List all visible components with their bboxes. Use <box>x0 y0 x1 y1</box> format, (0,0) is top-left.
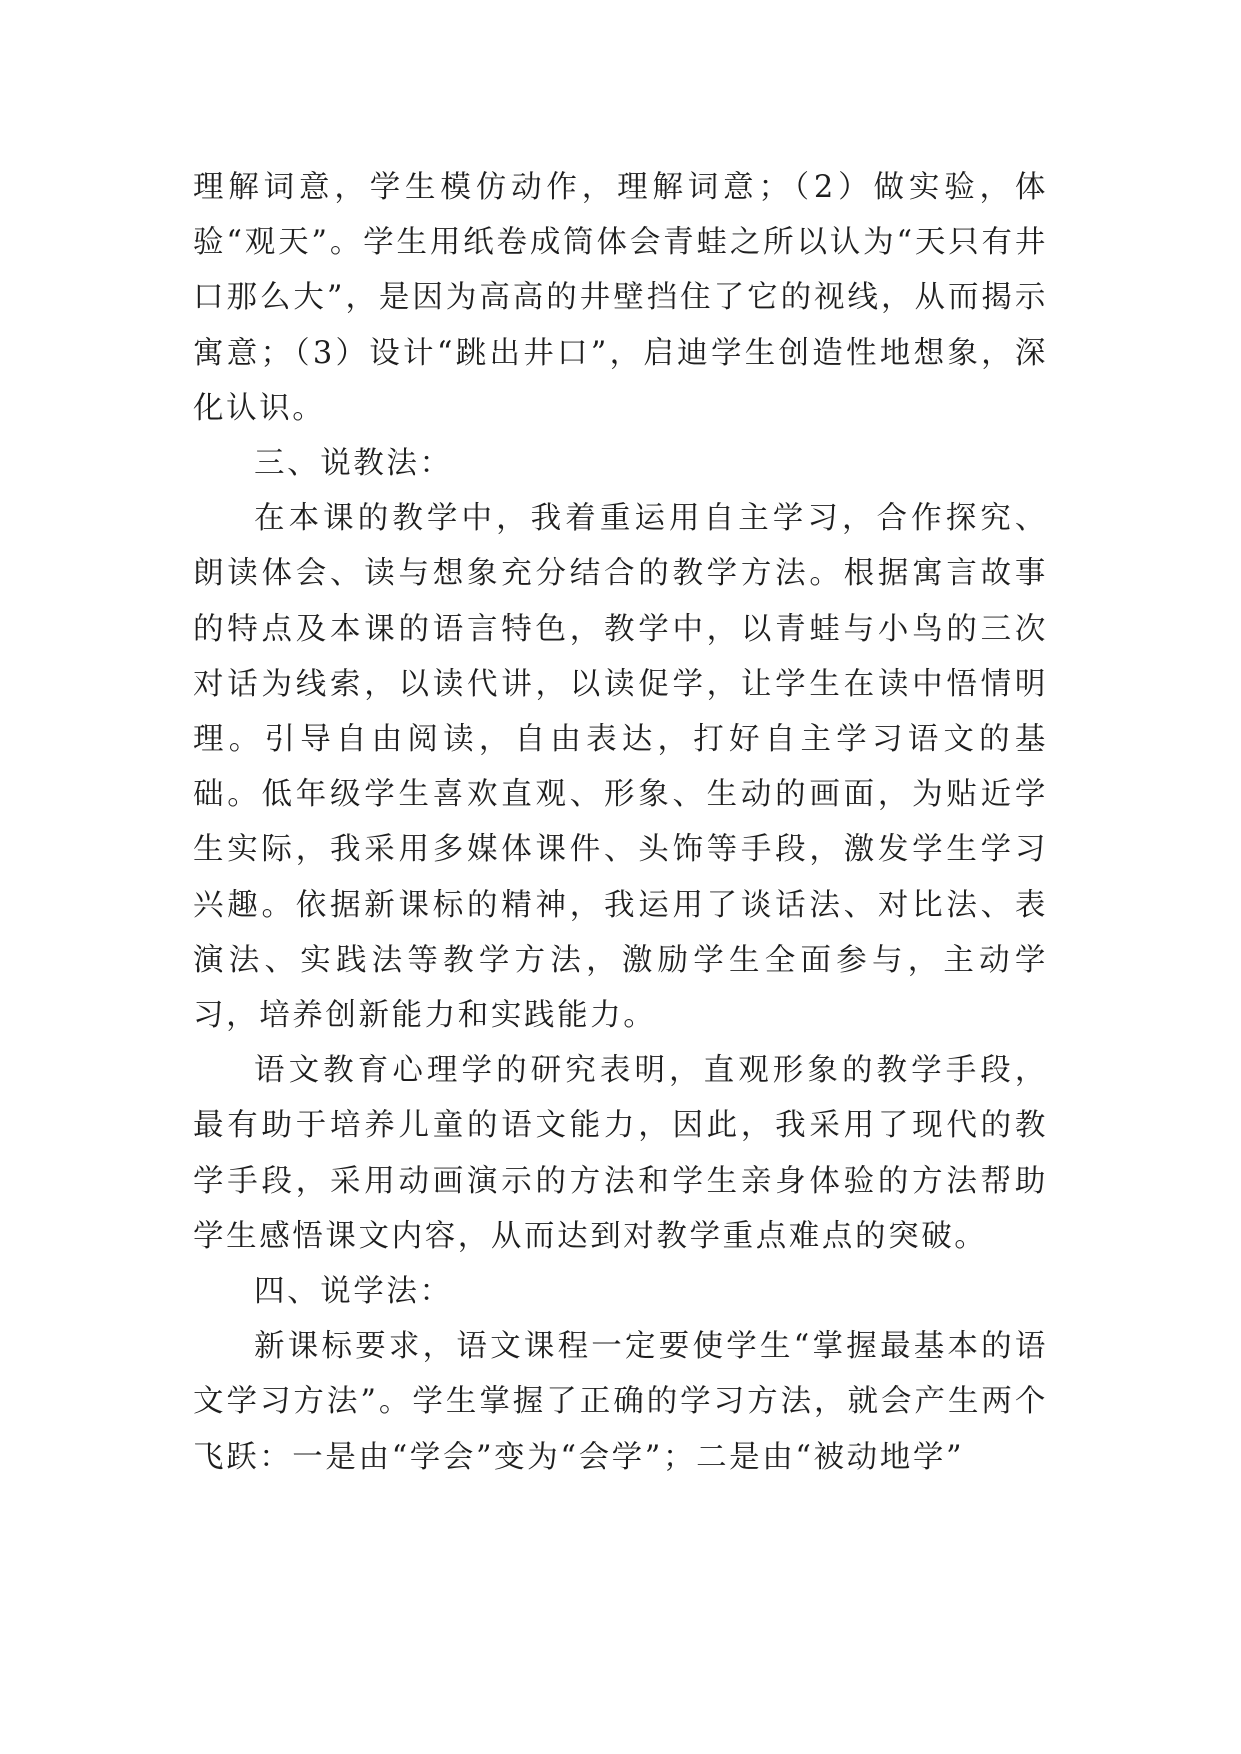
section-heading-teaching-methods: 三、说教法： <box>254 446 453 482</box>
paragraph-continued: 理解词意，学生模仿动作，理解词意；（2）做实验，体验“观天”。学生用纸卷成筒体会青蛙之所以认为“天只有井口那么大”，是因为高高的井壁挡住了它的视线，从而揭示寓意；（3）设计“跳出井口”，启迪学生创造性地想象，深化认识。 <box>193 170 1048 426</box>
paragraph-teaching-methods: 在本课的教学中，我着重运用自主学习，合作探究、朗读体会、读与想象充分结合的教学方法。根据寓言故事的特点及本课的语言特色，教学中，以青蛙与小鸟的三次对话为线索，以读代讲，以读促学，让学生在读中悟情明理。引导自由阅读，自由表达，打好自主学习语文的基础。低年级学生喜欢直观、形象、生动的画面，为贴近学生实际，我采用多媒体课件、头饰等手段，激发学生学习兴趣。依据新课标的精神，我运用了谈话法、对比法、表演法、实践法等教学方法，激励学生全面参与，主动学习，培养创新能力和实践能力。 <box>193 501 1048 1034</box>
paragraph-psychology: 语文教育心理学的研究表明，直观形象的教学手段，最有助于培养儿童的语文能力，因此，我采用了现代的教学手段，采用动画演示的方法和学生亲身体验的方法帮助学生感悟课文内容，从而达到对教学重点难点的突破。 <box>193 1053 1048 1254</box>
paragraph-learning-methods: 新课标要求，语文课程一定要使学生“掌握最基本的语文学习方法”。学生掌握了正确的学习方法，就会产生两个飞跃：一是由“学会”变为“会学”；二是由“被动地学” <box>193 1329 1048 1475</box>
section-heading-learning-methods: 四、说学法： <box>254 1274 453 1310</box>
document-body <box>193 160 1048 1485</box>
